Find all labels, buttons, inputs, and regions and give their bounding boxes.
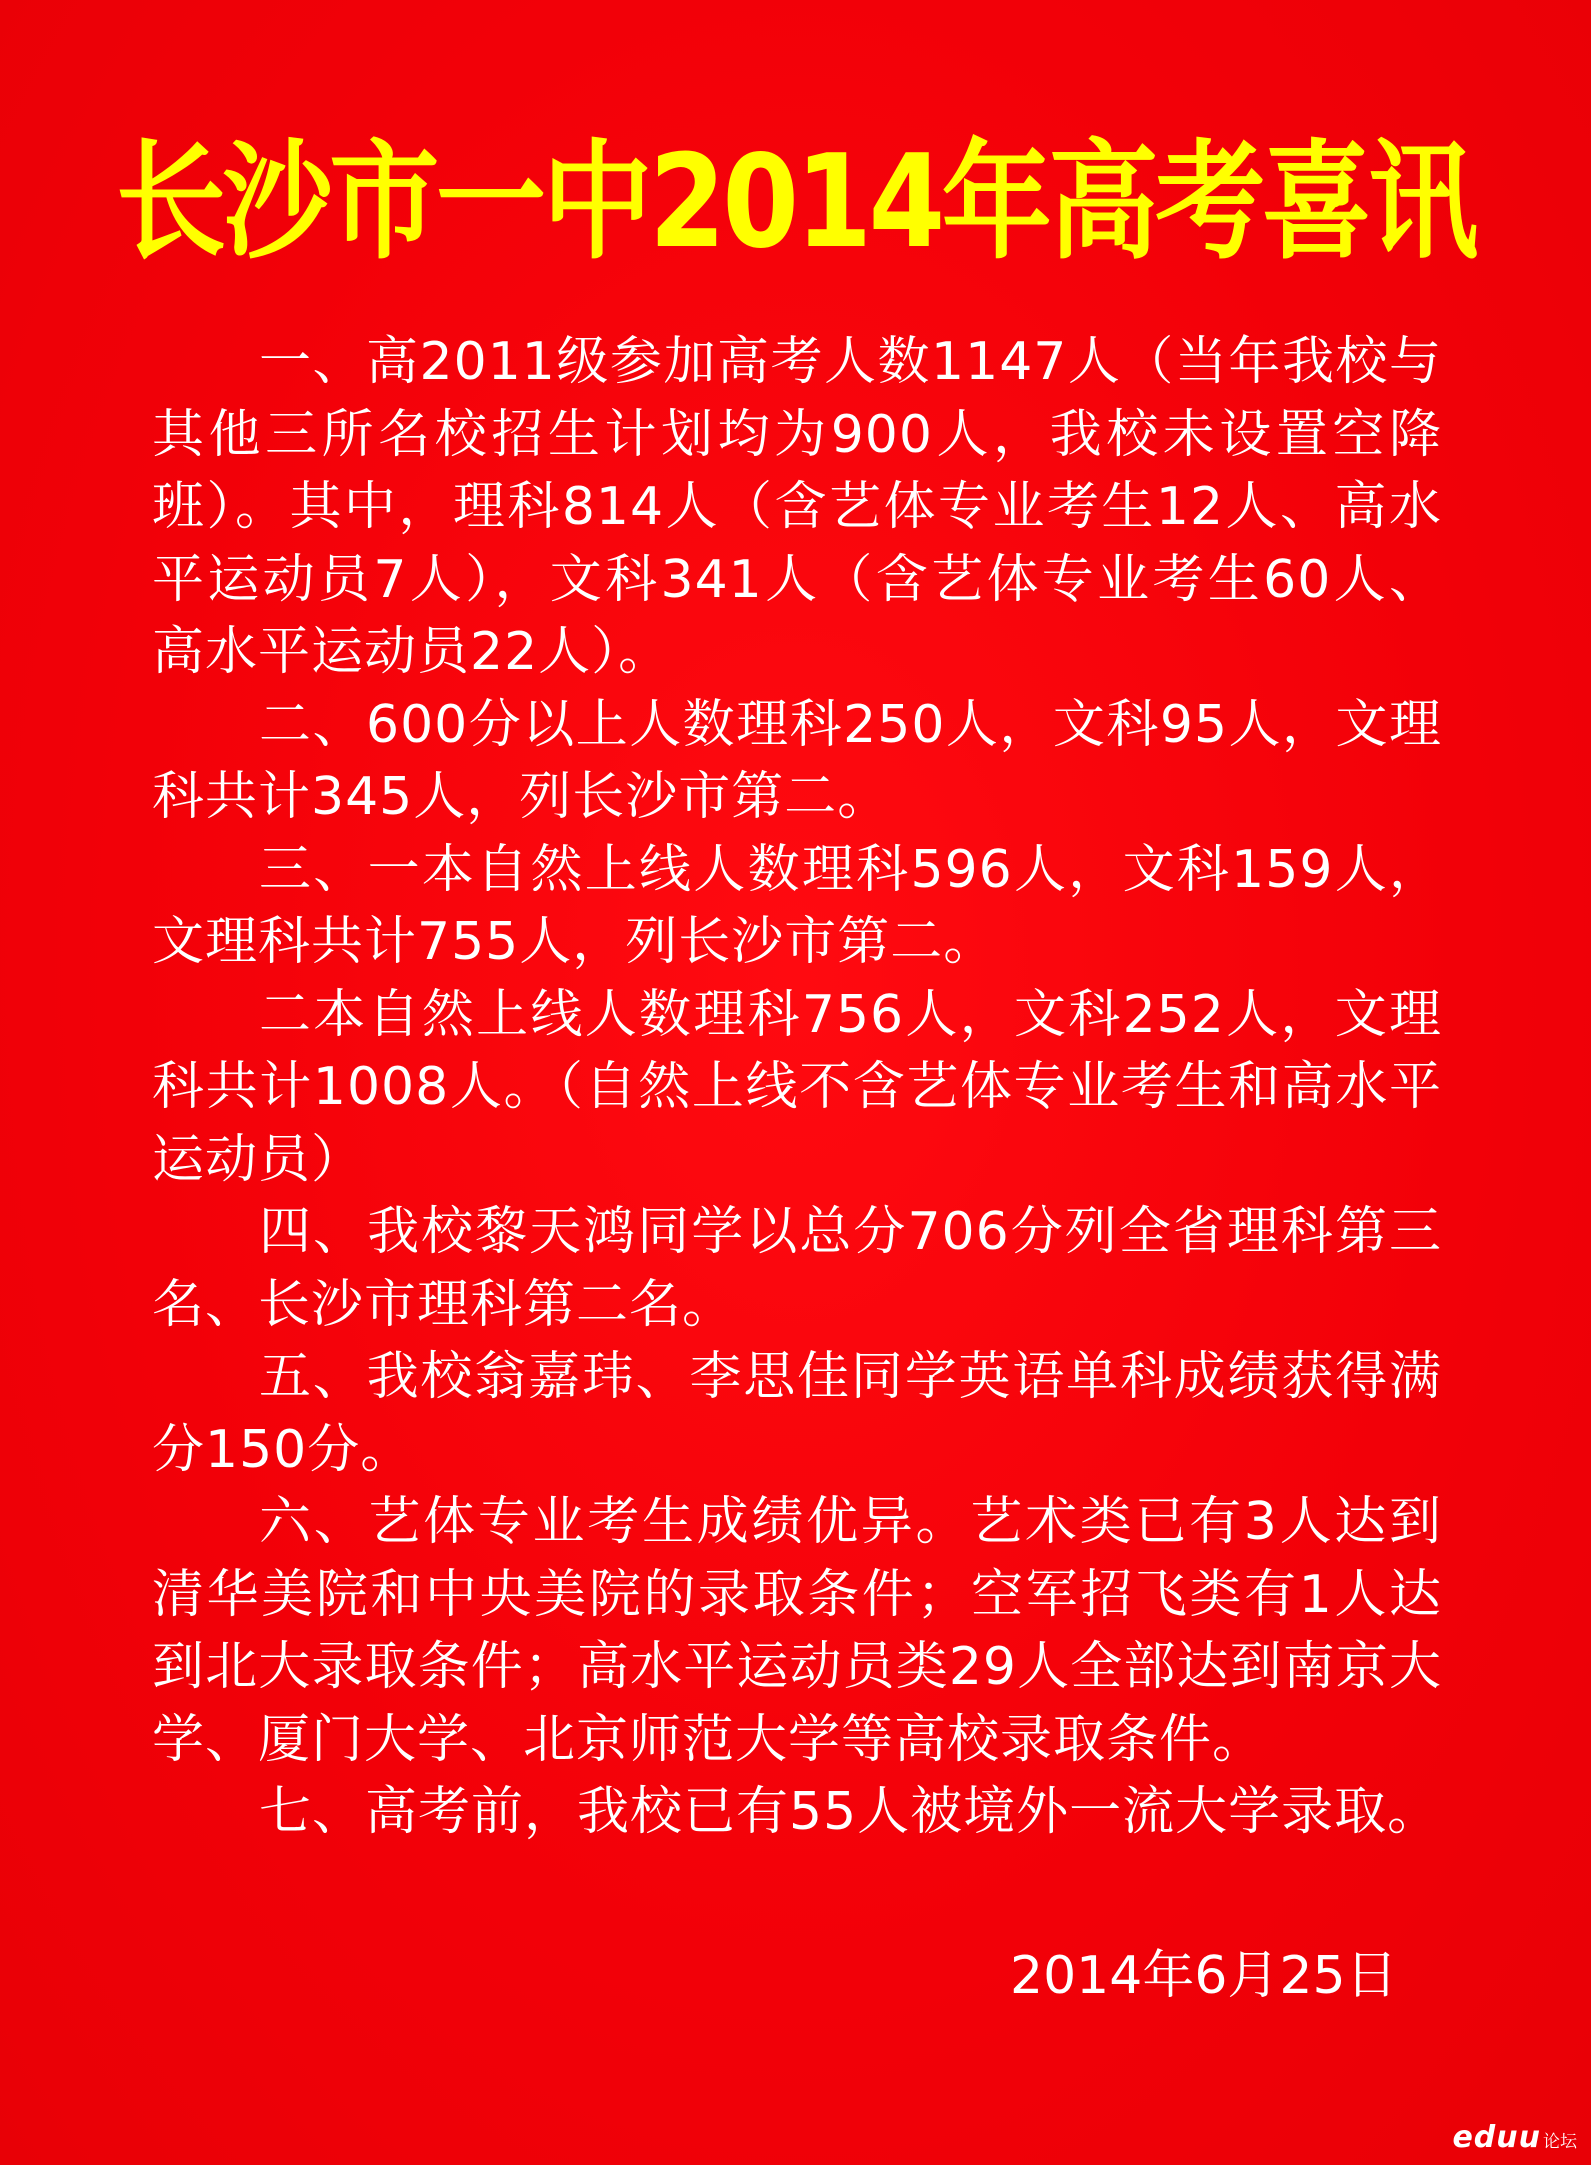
paragraph-5: 四、我校黎天鸿同学以总分706分列全省理科第三名、长沙市理科第二名。 (152, 1202, 1442, 1335)
watermark-logo-text: eduu (1452, 2120, 1541, 2155)
poster-title: 长沙市一中2014年高考喜讯 (115, 128, 1476, 277)
paragraph-6: 五、我校翁嘉玮、李思佳同学英语单科成绩获得满分150分。 (152, 1347, 1442, 1480)
notice-date: 2014年6月25日 (1010, 1946, 1398, 2006)
notice-body (152, 326, 1442, 1849)
paragraph-7: 六、艺体专业考生成绩优异。艺术类已有3人达到清华美院和中央美院的录取条件；空军招飞类有1人达到北大录取条件；高水平运动员类29人全部达到南京大学、厦门大学、北京师范大学等高校录取条件。 (152, 1492, 1442, 1770)
paragraph-2: 二、600分以上人数理科250人，文科95人，文理科共计345人，列长沙市第二。 (152, 694, 1442, 827)
site-watermark (1452, 2120, 1577, 2155)
paragraph-1: 一、高2011级参加高考人数1147人（当年我校与其他三所名校招生计划均为900人，我校未设置空降班）。其中，理科814人（含艺体专业考生12人、高水平运动员7人），文科341人（含艺体专业考生60人、高水平运动员22人）。 (152, 332, 1442, 682)
paragraph-3: 三、一本自然上线人数理科596人，文科159人，文理科共计755人，列长沙市第二。 (152, 839, 1442, 972)
watermark-sub-text: 论坛 (1543, 2132, 1577, 2152)
paragraph-4: 二本自然上线人数理科756人，文科252人，文理科共计1008人。（自然上线不含艺体专业考生和高水平运动员） (152, 984, 1442, 1190)
paragraph-8: 七、高考前，我校已有55人被境外一流大学录取。 (259, 1782, 1441, 1842)
